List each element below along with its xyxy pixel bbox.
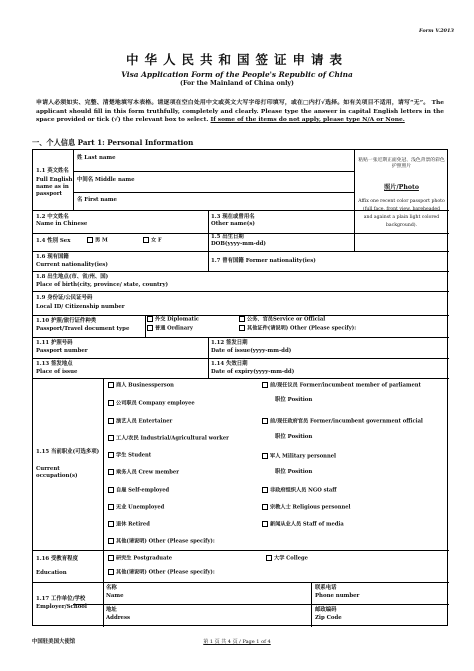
field-1-16-label-en: Education	[36, 570, 67, 576]
field-1-6-label-en: Current nationality(ies)	[36, 262, 108, 268]
occ-ngo-option[interactable]	[262, 487, 337, 495]
occ-left-option[interactable]	[108, 538, 215, 546]
doc-service-option[interactable]	[239, 316, 325, 324]
checkbox-service[interactable]	[239, 316, 245, 322]
occ-media-label: 新闻从业人员 Staff of media	[270, 521, 344, 528]
occ-parliament-label: 前/现任议员 Former/incumbent member of parliament	[270, 382, 421, 389]
field-1-5-label-cn: 1.5 出生日期	[211, 234, 244, 240]
checkbox-other-doc[interactable]	[239, 325, 245, 331]
checkbox-female[interactable]	[143, 237, 149, 243]
occupation-label: 演艺人员 Entertainer	[116, 418, 173, 425]
occ-military-option[interactable]	[262, 453, 336, 461]
instructions	[36, 99, 444, 125]
field-1-8-label-en: Place of birth(city, province/ state, country)	[36, 282, 169, 288]
female-label: 女 F	[151, 237, 162, 244]
occ-left-option[interactable]	[108, 418, 172, 426]
checkbox-edu-other[interactable]	[108, 569, 114, 575]
field-1-10-label-cn: 1.10 护照/旅行证件种类	[36, 318, 97, 324]
occupation-label: 无业 Unemployed	[116, 504, 165, 511]
form-number: Form V.2013	[419, 28, 454, 34]
first-name-label: 名 First name	[77, 197, 117, 203]
field-1-15-label-cn: 1.15 当前职业(可选多项)	[36, 449, 100, 455]
occ-government-label: 前/现任政府官员 Former/incumbent government official	[270, 418, 423, 425]
section-heading	[32, 138, 193, 148]
middle-name-label: 中间名 Middle name	[77, 177, 135, 183]
section-heading-en: Part 1: Personal Information	[77, 138, 194, 147]
occupation-label: 商人 Businessperson	[116, 382, 174, 389]
occ-religious-option[interactable]	[262, 504, 351, 512]
occupation-label: 乘务人员 Crew member	[116, 469, 179, 476]
position-label-3: 职位 Position	[275, 469, 313, 475]
employer-name-label-cn: 名称	[106, 585, 117, 591]
occ-ngo-label: 非政府组织人员 NGO staff	[270, 487, 337, 494]
field-1-1-label-en: Full English name as in passport	[36, 177, 73, 197]
occupation-checkbox[interactable]	[108, 382, 114, 388]
field-1-17-label-cn: 1.17 工作单位/学校	[36, 596, 86, 602]
field-1-7-label: 1.7 曾有国籍 Former nationality(ies)	[211, 258, 316, 264]
occ-media-option[interactable]	[262, 521, 344, 529]
doc-ordinary-option[interactable]	[147, 325, 193, 333]
occ-government-option[interactable]	[262, 418, 423, 426]
edu-other-option[interactable]	[108, 569, 215, 577]
field-1-12-label-en: Date of issue(yyyy-mm-dd)	[211, 348, 292, 354]
field-1-4-label: 1.4 性别 Sex	[36, 238, 71, 244]
footer-page-text: 第 1 页 共 4 页 / Page 1 of 4	[203, 639, 271, 645]
occ-left-option[interactable]	[108, 469, 179, 477]
field-1-3-label-en: Other name(s)	[211, 221, 255, 227]
photo-label: 照片/Photo	[384, 184, 419, 191]
position-label-2: 职位 Position	[275, 434, 313, 440]
occ-left-option[interactable]	[108, 504, 164, 512]
field-1-3-label-cn: 1.3 现在或曾用名	[211, 214, 255, 220]
address-label-cn: 地址	[106, 607, 117, 613]
title-english: Visa Application Form of the People's Republic of China	[121, 70, 353, 79]
checkbox-religious[interactable]	[262, 504, 268, 510]
personal-info-table	[32, 149, 448, 626]
edu-postgrad-label: 研究生 Postgraduate	[116, 555, 173, 562]
checkbox-male[interactable]	[87, 237, 93, 243]
footer-embassy: 中国驻美国大使馆	[32, 639, 76, 645]
title-subtitle: (For the Mainland of China only)	[180, 80, 294, 87]
occupation-label: 退休 Retired	[116, 521, 150, 528]
sex-female-option[interactable]	[143, 237, 162, 245]
field-1-1-label-cn: 1.1 英文姓名	[36, 168, 69, 174]
occupation-checkbox[interactable]	[108, 452, 114, 458]
checkbox-diplomatic[interactable]	[147, 316, 153, 322]
edu-college-label: 大学 College	[274, 555, 308, 562]
checkbox-parliament[interactable]	[262, 382, 268, 388]
sex-male-option[interactable]	[87, 237, 108, 245]
occupation-checkbox[interactable]	[108, 521, 114, 527]
occ-left-option[interactable]	[108, 521, 150, 529]
instructions-main: 申请人必须如实、完整、清楚地填写本表格。请逐项在空白处用中文或英文大写字母打印填写，或在□内打√选择。如有关项目不适用，请写“无”。 The applicant should fill in this form truthfully, completely and clearly. Please type the answer in capital English letters in the space provided or tick (√) the relevant box to select.	[36, 99, 444, 124]
occupation-checkbox[interactable]	[108, 487, 114, 493]
section-heading-cn: 一、个人信息	[32, 138, 76, 147]
field-1-6-label-cn: 1.6 现有国籍	[36, 254, 69, 260]
edu-postgrad-option[interactable]	[108, 555, 172, 563]
photo-note-cn: 粘贴一张近期正面免冠、浅色背景的彩色护照照片	[358, 158, 445, 170]
occupation-checkbox[interactable]	[108, 435, 114, 441]
occupation-label: 公司职员 Company employee	[116, 400, 195, 407]
ordinary-label: 普通 Ordinary	[155, 325, 193, 332]
field-1-14-label-cn: 1.14 失效日期	[211, 361, 248, 367]
last-name-label: 姓 Last name	[77, 155, 116, 161]
field-1-14-label-en: Date of expiry(yyyy-mm-dd)	[211, 369, 295, 375]
male-label: 男 M	[95, 237, 108, 244]
occ-religious-label: 宗教人士 Religious personnel	[270, 504, 351, 511]
photo-note-en: Affix one recent color passport photo (full face, front view, bareheaded and against a plain light colored background).	[358, 199, 445, 228]
zip-label-cn: 邮政编码	[315, 607, 337, 613]
field-1-16-label-cn: 1.16 受教育程度	[36, 556, 78, 562]
occupation-checkbox[interactable]	[108, 538, 114, 544]
field-1-17-label-en: Employer/School	[36, 604, 87, 610]
field-1-9-label-en: Local ID/ Citizenship number	[36, 304, 125, 310]
field-1-11-label-cn: 1.11 护照号码	[36, 340, 73, 346]
field-1-9-label-cn: 1.9 身份证/公民证号码	[36, 295, 93, 301]
occ-left-option[interactable]	[108, 487, 169, 495]
edu-other-label: 其他(请说明) Other (Please specify):	[116, 569, 215, 576]
edu-college-option[interactable]	[266, 555, 308, 563]
field-1-2-label-en: Name in Chinese	[36, 221, 88, 227]
field-1-13-label-en: Place of issue	[36, 369, 78, 375]
checkbox-media[interactable]	[262, 521, 268, 527]
occupation-label: 学生 Student	[116, 452, 152, 459]
instructions-underlined: If some of the items do not apply, please type N/A or None.	[210, 116, 405, 124]
service-label: 公务、官员Service or Official	[247, 316, 326, 323]
occupation-label: 其他(请说明) Other (Please specify):	[116, 538, 215, 545]
occ-left-option[interactable]	[108, 452, 151, 460]
field-1-15-label-en: Current occupation(s)	[36, 466, 78, 479]
checkbox-government[interactable]	[262, 418, 268, 424]
zip-label-en: Zip Code	[315, 615, 342, 621]
phone-label-en: Phone number	[315, 593, 360, 599]
field-1-8-label-cn: 1.8 出生地点(市、省/州、国)	[36, 274, 109, 280]
occ-military-label: 军人 Military personnel	[270, 453, 337, 460]
field-1-5-label-en: DOB(yyyy-mm-dd)	[211, 241, 266, 247]
occ-left-option[interactable]	[108, 400, 195, 408]
address-label-en: Address	[106, 615, 131, 621]
checkbox-ordinary[interactable]	[147, 325, 153, 331]
field-1-13-label-cn: 1.13 签发地点	[36, 361, 73, 367]
occ-left-option[interactable]	[108, 382, 174, 390]
diplomatic-label: 外交 Diplomatic	[155, 316, 200, 323]
field-1-11-label-en: Passport number	[36, 348, 88, 354]
phone-label-cn: 联系电话	[315, 585, 337, 591]
doc-diplomatic-option[interactable]	[147, 316, 199, 324]
occupation-checkbox[interactable]	[108, 400, 114, 406]
field-1-2-label-cn: 1.2 中文姓名	[36, 214, 69, 220]
checkbox-college[interactable]	[266, 555, 272, 561]
occupation-label: 自雇 Self-employed	[116, 487, 170, 494]
footer-page-number	[0, 638, 474, 645]
field-1-12-label-cn: 1.12 签发日期	[211, 340, 248, 346]
occupation-checkbox[interactable]	[108, 504, 114, 510]
title-chinese: 中华人民共和国签证申请表	[125, 52, 348, 67]
field-1-10-label-en: Passport/Travel document type	[36, 326, 130, 332]
occupation-checkbox[interactable]	[108, 418, 114, 424]
doc-other-option[interactable]	[239, 325, 356, 333]
other-doc-label: 其他证件(请说明) Other (Please specify):	[247, 325, 357, 332]
position-label-1: 职位 Position	[275, 397, 313, 403]
occ-left-option[interactable]	[108, 435, 229, 443]
occupation-label: 工人/农民 Industrial/Agricultural worker	[116, 435, 229, 442]
occupation-checkbox[interactable]	[108, 469, 114, 475]
checkbox-military[interactable]	[262, 453, 268, 459]
checkbox-postgrad[interactable]	[108, 555, 114, 561]
employer-name-label-en: Name	[106, 593, 124, 599]
checkbox-ngo[interactable]	[262, 487, 268, 493]
occ-parliament-option[interactable]	[262, 382, 421, 390]
